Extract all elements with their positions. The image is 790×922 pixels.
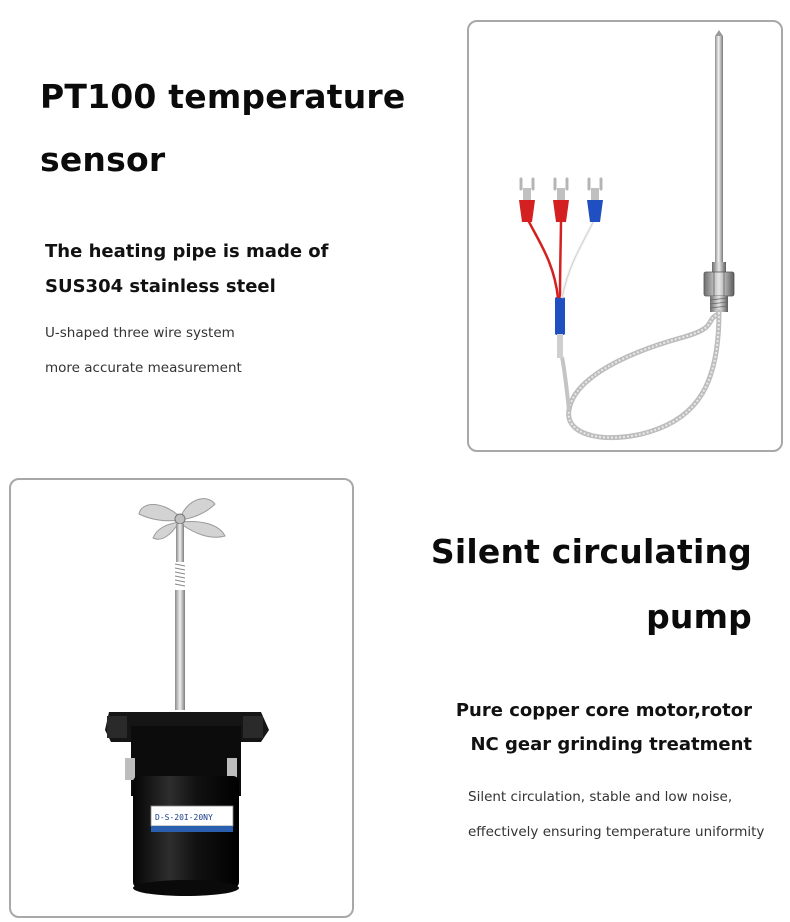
pump-title-line2: pump — [646, 597, 752, 636]
sensor-detail-line1: U-shaped three wire system — [45, 325, 235, 341]
pt100-sensor-image — [469, 22, 783, 452]
motor-label-text: D-S-20I-20NY — [155, 813, 213, 822]
pump-image-frame — [9, 478, 354, 918]
pump-feature-line1: Pure copper core motor,rotor — [455, 700, 752, 721]
circulating-pump-image — [11, 480, 354, 918]
sensor-feature-line2: SUS304 stainless steel — [45, 276, 276, 297]
pump-detail-line1: Silent circulation, stable and low noise, — [468, 789, 733, 805]
pump-section — [0, 460, 790, 922]
pump-title-line1: Silent circulating — [430, 532, 752, 571]
sensor-title-line1: PT100 temperature — [40, 77, 406, 116]
sensor-image-frame — [467, 20, 783, 452]
pump-detail-line2: effectively ensuring temperature uniformity — [468, 824, 765, 840]
sensor-section — [0, 0, 790, 460]
sensor-feature-line1: The heating pipe is made of — [45, 241, 329, 262]
sensor-title-line2: sensor — [40, 140, 166, 179]
sensor-detail-line2: more accurate measurement — [45, 360, 242, 376]
pump-feature-line2: NC gear grinding treatment — [470, 734, 752, 755]
